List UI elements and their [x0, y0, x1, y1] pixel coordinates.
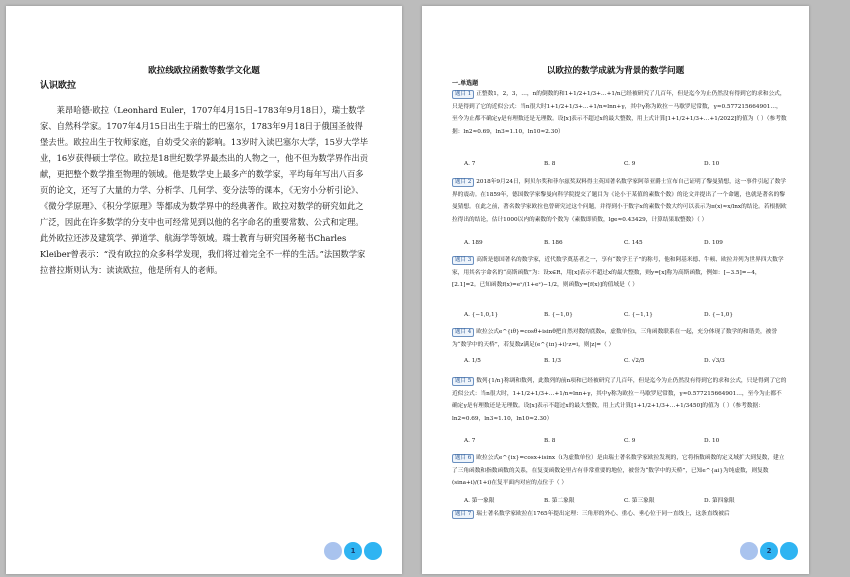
question-6: [452, 452, 787, 490]
question-4: [452, 326, 787, 351]
question-1: [452, 88, 787, 138]
question-label: 题目 3: [452, 256, 474, 265]
page-title: 欧拉线欧拉函数等数学文化题: [148, 66, 260, 76]
question-label: 题目 5: [452, 377, 474, 386]
page-1: [6, 6, 402, 574]
question-text: 高斯是德国著名的数学家，近代数学奠基者之一，享有“数学王子”的称号，他和阿基米德、牛顿、欧拉并列为世界四大数学家，用其名字命名的“高斯函数”为：设x∈R，用[x]表示不超过x的最大整数，则y=[x]称为高斯函数，例如：[−3.5]=−4，[2.1]=2。已知函数f(x)=eˣ/(1+eˣ)−1/2，则函数y=[f(x)]的值域是（ ）: [452, 257, 784, 289]
question-label: 题目 7: [452, 510, 474, 519]
question-3: [452, 254, 787, 292]
question-options: [464, 358, 784, 364]
option-d: D. 109: [704, 240, 723, 246]
question-text: 正整数1，2，3，…，n的倒数的和1+1/2+1/3+…+1/n已经被研究了几百年，但是迄今为止仍然没有得到它的求和公式，只是得到了它的近似公式：当n很大时1+1/2+1/3+…+1/n≈lnn+γ，其中γ称为欧拉－马歇罗尼常数，γ≈0.577215664901…，至今为止都不确定γ是有理数还是无理数。设[x]表示不超过x的最大整数，用上式计算[1+1/2+1/3+…+1/2022]的值为（ ）（参考数据：ln2≈0.69，ln3≈1.10，ln10≈2.30）: [452, 91, 787, 135]
question-options: [464, 312, 784, 318]
option-c: C. 145: [624, 240, 643, 246]
option-b: B. 第二象限: [544, 498, 575, 504]
option-c: C. 9: [624, 161, 636, 167]
question-options: [464, 438, 784, 444]
option-a: A. 7: [464, 438, 476, 444]
question-2: [452, 176, 787, 226]
option-d: D. 10: [704, 438, 720, 444]
intro-text: [40, 102, 370, 278]
option-b: B. 1/3: [544, 358, 561, 364]
option-d: D. {−1,0}: [704, 312, 734, 318]
page-footer: [324, 542, 382, 560]
page-title: 以欧拉的数学成就为背景的数学问题: [546, 66, 685, 76]
question-label: 题目 1: [452, 90, 474, 99]
option-c: C. {−1,1}: [624, 312, 653, 318]
question-label: 题目 4: [452, 328, 474, 337]
page-number: 1: [350, 547, 356, 555]
option-b: B. 8: [544, 438, 556, 444]
question-text: 欧拉公式e^{iθ}=cosθ+isinθ把自然对数的底数e，虚数单位i，三角函数联系在一起，充分体现了数学的和谐美，被誉为“数学中的天桥”，若复数z满足(e^{iπ}+i)·z=i，则|z|=（ ）: [452, 329, 778, 348]
question-text: 数列{1/n}称调和数列，此数列的前n项和已经被研究了几百年，但是迄今为止仍然没有得到它的求和公式，只是得到了它的近似公式：当n很大时，1+1/2+1/3+…+1/n≈lnn+γ，其中γ称为欧拉－马歇罗尼常数，γ≈0.577215664901…，至今为止都不确定γ是有理数还是无理数。设[x]表示不超过x的最大整数，用上式计算[1+1/2+1/3+…+1/3450]的值为（ ）（参考数据：ln2≈0.69，ln3≈1.10，ln10≈2.30）: [452, 378, 787, 422]
option-c: C. √2/5: [624, 358, 645, 364]
option-d: D. 10: [704, 161, 720, 167]
question-options: [464, 161, 784, 167]
question-7: [452, 508, 787, 521]
question-label: 题目 6: [452, 454, 474, 463]
option-a: A. 第一象限: [464, 498, 495, 504]
option-a: A. 189: [464, 240, 483, 246]
section-heading: 认识欧拉: [40, 81, 77, 91]
question-text: 瑞士著名数学家欧拉在1765年提出定理：三角形的外心、重心、垂心位于同一直线上，这条直线被后: [476, 511, 730, 517]
question-label: 题目 2: [452, 178, 474, 187]
footer-dot-left: [324, 542, 342, 560]
question-options: [464, 495, 784, 504]
paragraph: 莱昂哈德·欧拉（Leonhard Euler，1707年4月15日–1783年9月18日），瑞士数学家、自然科学家。1707年4月15日出生于瑞士的巴塞尔，1783年9月18日于俄国圣彼得堡去世。欧拉出生于牧师家庭，自幼受父亲的影响。13岁时入读巴塞尔大学，15岁大学毕业，16岁获得硕士学位。欧拉是18世纪数学界最杰出的人物之一，他不但为数学界作出贡献，更把整个数学推至物理的领域。他是数学史上最多产的数学家，平均每年写出八百多页的论文，还写了大量的力学、分析学、几何学、变分法等的课本，《无穷小分析引论》、《微分学原理》、《积分学原理》等都成为数学界中的经典著作。欧拉对数学的研究如此之广泛，因此在许多数学的分支中也可经常见到以他的名字命名的重要常数、公式和定理。此外欧拉还涉及建筑学、弹道学、航海学等领域。瑞士教育与研究国务秘书Charles Kleiber曾表示：“没有欧拉的众多科学发现，我们将过着完全不一样的生活。”法国数学家拉普拉斯则认为：读读欧拉，他是所有人的老师。: [40, 105, 369, 275]
option-b: B. 186: [544, 240, 563, 246]
option-b: B. 8: [544, 161, 556, 167]
footer-dot-right: [364, 542, 382, 560]
footer-dot-right: [780, 542, 798, 560]
page-2: [422, 6, 809, 574]
page-number: 2: [766, 547, 772, 555]
section-heading: 一.单选题: [452, 80, 479, 87]
question-text: 2018年9月24日，阿贝尔奖和菲尔兹奖双料得主英国著名数学家阿蒂亚爵士宣布自己证明了黎曼猜想，这一事件引起了数学界的震动。在1859年，德国数学家黎曼向科学院提交了题目为《论小于某值的素数个数》的论文并提出了一个命题，也就是著名的黎曼猜想。在此之前，著名数学家欧拉也曾研究过这个问题，并得到小于数字x的素数个数大约可以表示为π(x)≈x/lnx的结论。若根据欧拉得出的结论，估计1000以内的素数的个数为（素数即质数，lge≈0.43429，计算结果取整数）（ ）: [452, 179, 787, 223]
option-c: C. 第三象限: [624, 498, 655, 504]
option-d: D. 第四象限: [704, 498, 735, 504]
option-b: B. {−1,0}: [544, 312, 573, 318]
option-a: A. 1/5: [464, 358, 481, 364]
option-c: C. 9: [624, 438, 636, 444]
option-a: A. {−1,0,1}: [464, 312, 499, 318]
page-footer: [740, 542, 798, 560]
footer-dot-left: [740, 542, 758, 560]
question-5: [452, 375, 787, 425]
option-d: D. √3/3: [704, 358, 725, 364]
question-text: 欧拉公式e^{ix}=cosx+isinx（i为虚数单位）是由瑞士著名数学家欧拉发现的，它将指数函数的定义域扩大到复数，建立了三角函数和指数函数的关系，在复变函数论里占有非常重要的地位，被誉为“数学中的天桥”，已知e^{ai}为纯虚数，则复数(sina+i)/(1+i)在复平面内对应的点位于（ ）: [452, 455, 785, 487]
question-options: [464, 240, 784, 246]
option-a: A. 7: [464, 161, 476, 167]
